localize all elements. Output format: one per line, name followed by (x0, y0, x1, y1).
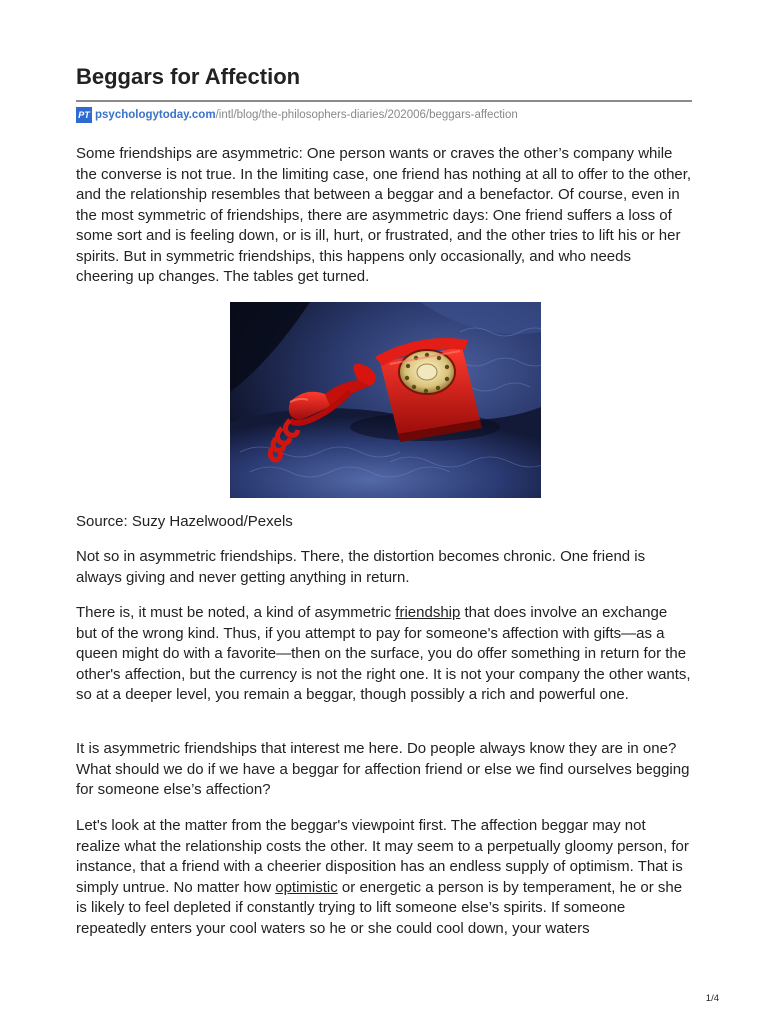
optimistic-link[interactable]: optimistic (275, 878, 338, 896)
p5-text-before: Let's look at the matter from the beggar's viewpoint first. The affection beggar may not realize what the relationship costs the other. It may seem to a perpetually gloomy person, for instance, that a friend with a cheerier disposition has an endless supply of optimism. That is simply untrue. No matter how (76, 817, 689, 896)
paragraph-wrong-exchange (76, 603, 692, 706)
p5-text-after: or energetic a person is by temperament, he or she is likely to feel depleted if constantly trying to lift someone else’s spirits. If someone repeatedly enters your cool waters so he or she could cool down, your waters (76, 878, 683, 937)
title-divider (76, 100, 692, 102)
article-title: Beggars for Affection (76, 64, 301, 89)
page-number: 1/4 (705, 993, 719, 1004)
source-domain[interactable]: psychologytoday.com (95, 109, 216, 121)
source-url-row[interactable] (76, 106, 518, 124)
paragraph-asymmetric-chronic: Not so in asymmetric friendships. There, the distortion becomes chronic. One friend is always giving and never getting anything in return. (76, 548, 646, 586)
article-photo-red-telephone (230, 302, 541, 498)
paragraph-intro: Some friendships are asymmetric: One person wants or craves the other’s company while the converse is not true. In the limiting case, one friend has nothing at all to offer to the other, and the relationship resembles that between a beggar and a benefactor. Of course, even in the most symmetric of friendships, there are asymmetric days: One friend suffers a loss of some sort and is feeling down, or is ill, hurt, or frustrated, and the other tries to lift his or her spirits. But in symmetric friendships, this happens only occasionally, and who needs cheering up changes. The tables get turned. (76, 145, 692, 285)
source-path[interactable]: /intl/blog/the-philosophers-diaries/202006/beggars-affection (215, 109, 518, 121)
p3-text-before: There is, it must be noted, a kind of asymmetric (76, 604, 396, 621)
photo-caption: Source: Suzy Hazelwood/Pexels (76, 513, 293, 530)
psychology-today-logo-icon: PT (76, 107, 92, 123)
paragraph-beggar-viewpoint (76, 816, 692, 939)
paragraph-questions: It is asymmetric friendships that interest me here. Do people always know they are in one? What should we do if we have a beggar for affection friend or else we find ourselves begging for someone else’s affection? (76, 740, 690, 798)
friendship-link[interactable]: friendship (395, 604, 461, 621)
p3-text-after: that does involve an exchange but of the wrong kind. Thus, if you attempt to pay for someone's affection with gifts—as a queen might do with a favorite—then on the surface, you do offer something in return for the other's affection, but the currency is not the right one. It is not your company the other wants, so at a deeper level, you remain a beggar, though possibly a rich and powerful one. (76, 604, 691, 703)
